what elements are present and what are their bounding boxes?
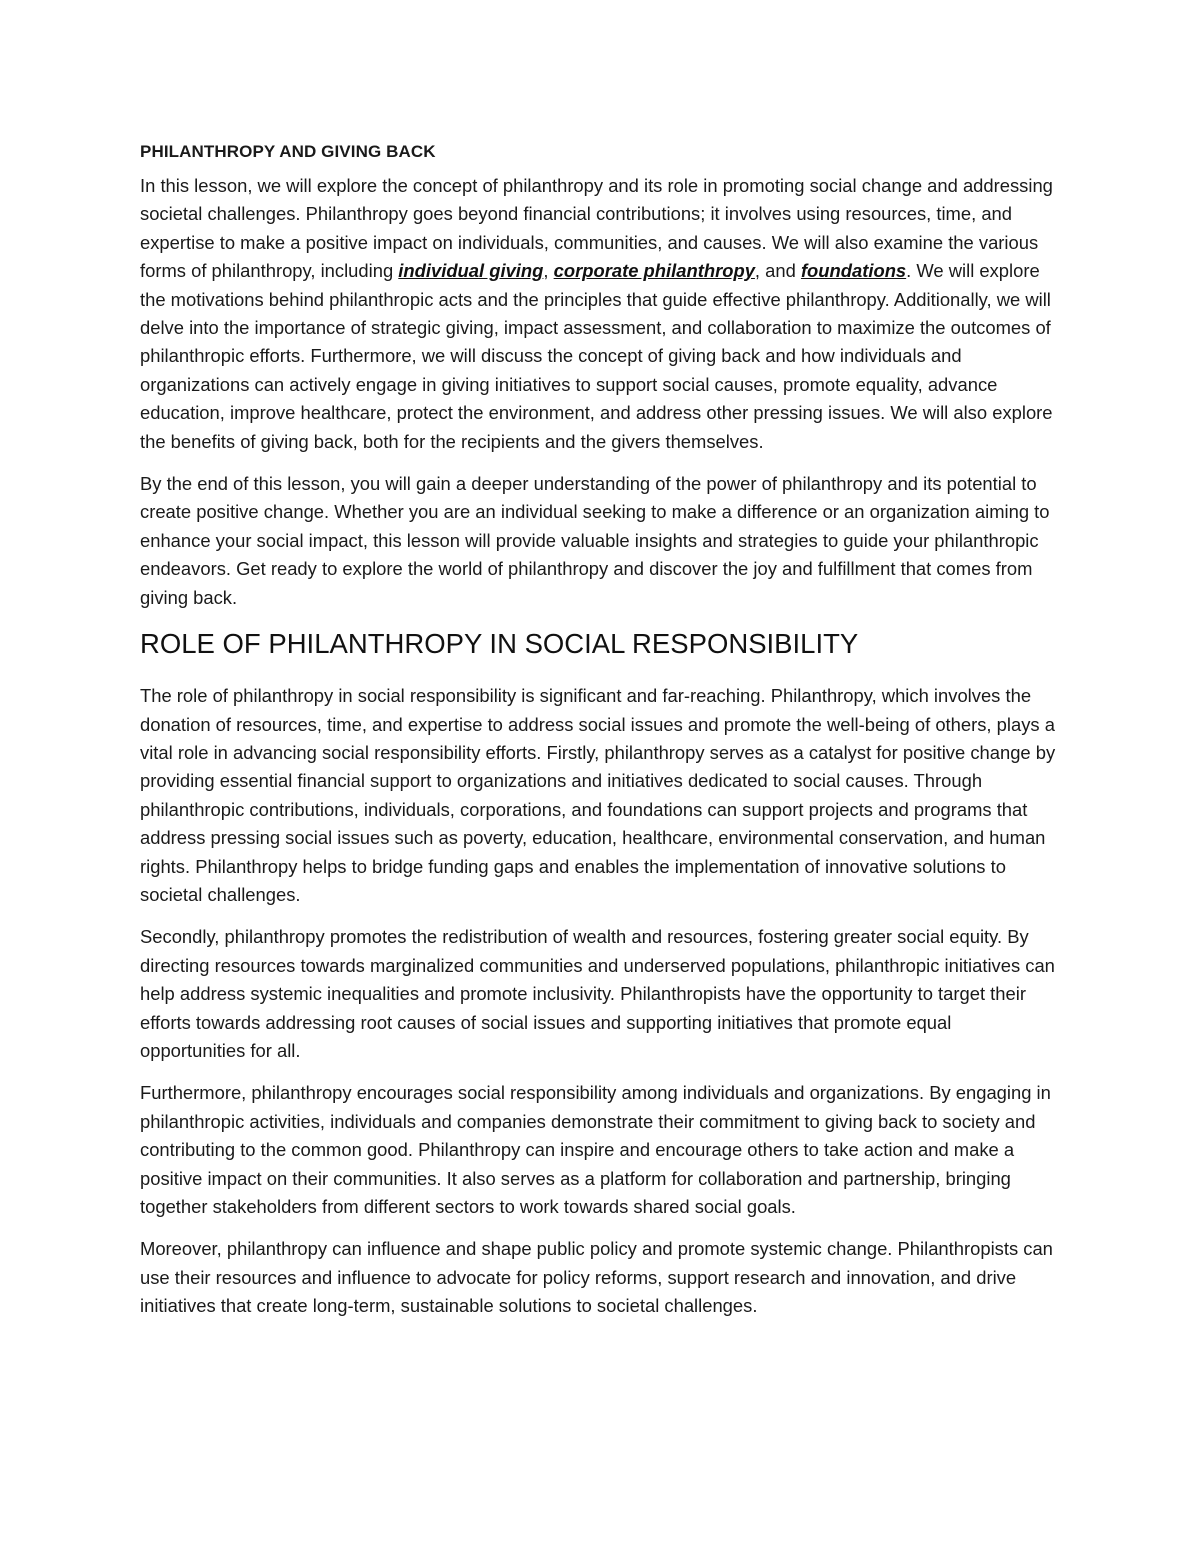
intro-paragraph-2: By the end of this lesson, you will gain a deeper understanding of the power of philanthropy and its potential to create positive change. Whether you are an individual seeking to make a difference or an organization aiming to enhance your social impact, this lesson will provide valuable insights and strategies to guide your philanthropic endeavors. Get ready to explore the world of philanthropy and discover the joy and fulfillment that comes from giving back.: [140, 473, 1050, 608]
section-paragraph: Furthermore, philanthropy encourages social responsibility among individuals and organizations. By engaging in philanthropic activities, individuals and companies demonstrate their commitment to giving back to society and contributing to the common good. Philanthropy can inspire and encourage others to take action and make a positive impact on their communities. It also serves as a platform for collaboration and partnership, bringing together stakeholders from different sectors to work towards shared social goals.: [140, 1082, 1051, 1217]
section-heading: ROLE OF PHILANTHROPY IN SOCIAL RESPONSIBILITY: [140, 628, 859, 660]
term-corporate-philanthropy: corporate philanthropy: [553, 260, 755, 282]
term-individual-giving: individual giving: [398, 260, 544, 282]
section-paragraph: Secondly, philanthropy promotes the redistribution of wealth and resources, fostering greater social equity. By directing resources towards marginalized communities and underserved populations, philanthropic initiatives can help address systemic inequalities and promote inclusivity. Philanthropists have the opportunity to target their efforts towards addressing root causes of social issues and supporting initiatives that promote equal opportunities for all.: [140, 926, 1055, 1061]
term-foundations: foundations: [800, 260, 907, 282]
section-paragraph: Moreover, philanthropy can influence and shape public policy and promote systemic change. Philanthropists can use their resources and influence to advocate for policy reforms, support research and innovation, and drive initiatives that create long-term, sustainable solutions to societal challenges.: [140, 1238, 1053, 1317]
intro-separator-1: ,: [543, 260, 554, 282]
intro-text-end: . We will explore the motivations behind philanthropic acts and the principles that guide effective philanthropy. Additionally, we will delve into the importance of strategic giving, impact assessment, and collaboration to maximize the outcomes of philanthropic efforts. Furthermore, we will discuss the concept of giving back and how individuals and organizations can actively engage in giving initiatives to support social causes, promote equality, advance education, improve healthcare, protect the environment, and address other pressing issues. We will also explore the benefits of giving back, both for the recipients and the givers themselves.: [140, 260, 1053, 452]
intro-text-start: In this lesson, we will explore the concept of philanthropy and its role in promoting social change and addressing societal challenges. Philanthropy goes beyond financial contributions; it involves using resources, time, and expertise to make a positive impact on individuals, communities, and causes. We will also examine the various forms of philanthropy, including: [140, 175, 1053, 282]
intro-paragraph: [140, 172, 1060, 456]
document-title: PHILANTHROPY AND GIVING BACK: [140, 142, 436, 161]
section-paragraph: The role of philanthropy in social responsibility is significant and far-reaching. Philanthropy, which involves the donation of resources, time, and expertise to address social issues and promote the well-being of others, plays a vital role in advancing social responsibility efforts. Firstly, philanthropy serves as a catalyst for positive change by providing essential financial support to organizations and initiatives dedicated to social causes. Through philanthropic contributions, individuals, corporations, and foundations can support projects and programs that address pressing social issues such as poverty, education, healthcare, environmental conservation, and human rights. Philanthropy helps to bridge funding gaps and enables the implementation of innovative solutions to societal challenges.: [140, 685, 1056, 905]
intro-separator-2: , and: [754, 260, 801, 282]
document-page: [140, 138, 1060, 1335]
